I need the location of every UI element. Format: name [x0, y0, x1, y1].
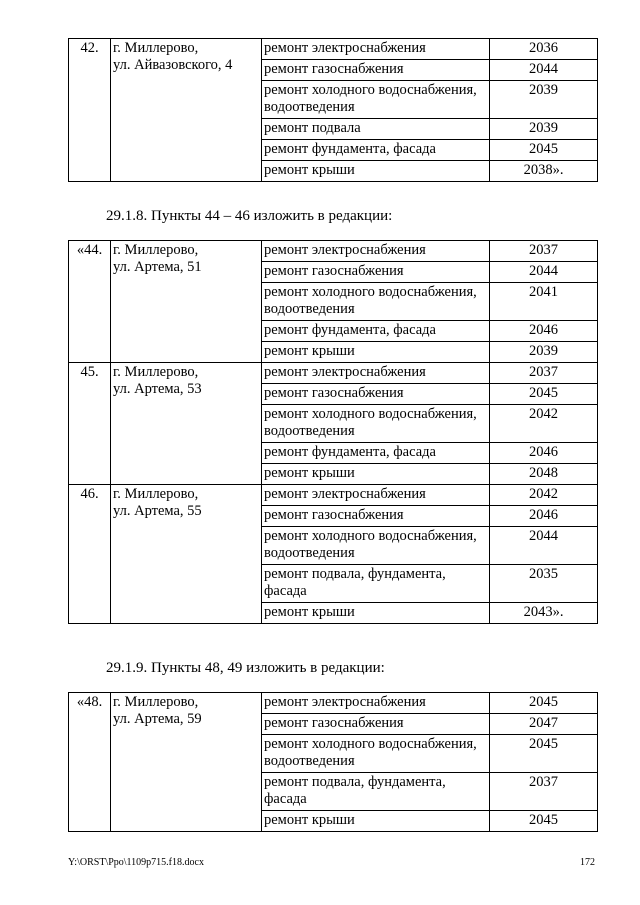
planned-year: 2046 — [490, 443, 598, 464]
work-type: ремонт фундамента, фасада — [262, 140, 490, 161]
work-type: ремонт электроснабжения — [262, 363, 490, 384]
work-type: ремонт крыши — [262, 464, 490, 485]
planned-year: 2037 — [490, 363, 598, 384]
planned-year: 2041 — [490, 283, 598, 321]
work-type: ремонт холодного водоснабжения, водоотведения — [262, 527, 490, 565]
works-table-3 — [68, 692, 598, 832]
item-number: 46. — [69, 485, 111, 624]
planned-year: 2044 — [490, 262, 598, 283]
address-cell — [111, 693, 262, 832]
work-type: ремонт газоснабжения — [262, 384, 490, 405]
paragraph-29-1-9: 29.1.9. Пункты 48, 49 изложить в редакции: — [106, 660, 385, 676]
address-street: ул. Айвазовского, 4 — [113, 57, 233, 73]
work-type: ремонт электроснабжения — [262, 485, 490, 506]
work-type: ремонт фундамента, фасада — [262, 443, 490, 464]
address-street: ул. Артема, 55 — [113, 503, 202, 519]
item-number: «44. — [69, 241, 111, 363]
planned-year: 2039 — [490, 342, 598, 363]
address-city: г. Миллерово, — [113, 364, 199, 380]
planned-year: 2047 — [490, 714, 598, 735]
address-city: г. Миллерово, — [113, 242, 199, 258]
address-street: ул. Артема, 51 — [113, 259, 202, 275]
address-city: г. Миллерово, — [113, 486, 199, 502]
planned-year: 2039 — [490, 81, 598, 119]
planned-year: 2042 — [490, 405, 598, 443]
planned-year: 2045 — [490, 140, 598, 161]
planned-year: 2044 — [490, 60, 598, 81]
planned-year: 2037 — [490, 241, 598, 262]
item-number: 42. — [69, 39, 111, 182]
work-type: ремонт подвала, фундамента, фасада — [262, 773, 490, 811]
table-row — [69, 693, 598, 714]
table-row — [69, 39, 598, 60]
planned-year: 2045 — [490, 735, 598, 773]
planned-year: 2037 — [490, 773, 598, 811]
work-type: ремонт холодного водоснабжения, водоотведения — [262, 735, 490, 773]
work-type: ремонт электроснабжения — [262, 39, 490, 60]
address-cell — [111, 241, 262, 363]
works-table-2 — [68, 240, 598, 624]
work-type: ремонт крыши — [262, 342, 490, 363]
work-type: ремонт газоснабжения — [262, 714, 490, 735]
work-type: ремонт холодного водоснабжения, водоотведения — [262, 283, 490, 321]
table-row — [69, 485, 598, 506]
table-row — [69, 363, 598, 384]
planned-year: 2036 — [490, 39, 598, 60]
work-type: ремонт холодного водоснабжения, водоотведения — [262, 405, 490, 443]
work-type: ремонт подвала — [262, 119, 490, 140]
address-city: г. Миллерово, — [113, 40, 199, 56]
footer-file-path: Y:\ORST\Ppo\1109p715.f18.docx — [68, 857, 204, 868]
work-type: ремонт газоснабжения — [262, 506, 490, 527]
planned-year: 2045 — [490, 384, 598, 405]
paragraph-29-1-8: 29.1.8. Пункты 44 – 46 изложить в редакции: — [106, 208, 393, 224]
work-type: ремонт крыши — [262, 811, 490, 832]
planned-year: 2044 — [490, 527, 598, 565]
address-street: ул. Артема, 59 — [113, 711, 202, 727]
planned-year: 2038». — [490, 161, 598, 182]
planned-year: 2045 — [490, 811, 598, 832]
item-number: «48. — [69, 693, 111, 832]
address-cell — [111, 363, 262, 485]
address-city: г. Миллерово, — [113, 694, 199, 710]
planned-year: 2042 — [490, 485, 598, 506]
planned-year: 2043». — [490, 603, 598, 624]
item-number: 45. — [69, 363, 111, 485]
planned-year: 2048 — [490, 464, 598, 485]
work-type: ремонт электроснабжения — [262, 693, 490, 714]
work-type: ремонт газоснабжения — [262, 60, 490, 81]
planned-year: 2035 — [490, 565, 598, 603]
work-type: ремонт электроснабжения — [262, 241, 490, 262]
address-cell — [111, 39, 262, 182]
work-type: ремонт крыши — [262, 161, 490, 182]
planned-year: 2045 — [490, 693, 598, 714]
planned-year: 2046 — [490, 321, 598, 342]
planned-year: 2039 — [490, 119, 598, 140]
work-type: ремонт крыши — [262, 603, 490, 624]
footer-page-number: 172 — [580, 857, 595, 868]
work-type: ремонт газоснабжения — [262, 262, 490, 283]
work-type: ремонт подвала, фундамента, фасада — [262, 565, 490, 603]
work-type: ремонт холодного водоснабжения, водоотведения — [262, 81, 490, 119]
table-row — [69, 241, 598, 262]
address-cell — [111, 485, 262, 624]
work-type: ремонт фундамента, фасада — [262, 321, 490, 342]
planned-year: 2046 — [490, 506, 598, 527]
works-table-1 — [68, 38, 598, 182]
address-street: ул. Артема, 53 — [113, 381, 202, 397]
